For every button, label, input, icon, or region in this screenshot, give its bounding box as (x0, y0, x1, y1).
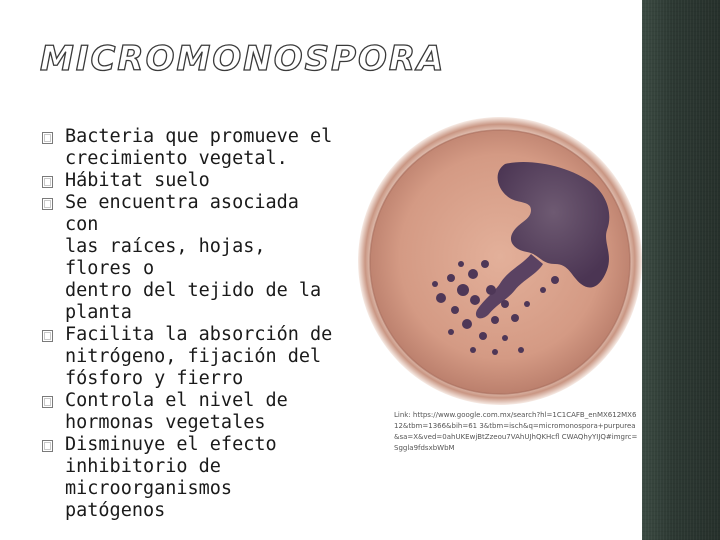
bullet-item (42, 126, 342, 170)
square-bullet-icon (42, 440, 53, 452)
bullet-line: microorganismos patógenos (65, 478, 233, 521)
bullet-line: Bacteria que promueve el (65, 126, 333, 147)
decorative-side-strip (642, 0, 720, 540)
bullet-line: Hábitat suelo (65, 170, 210, 191)
bullet-line: crecimiento vegetal. (65, 148, 288, 169)
bullet-line: dentro del tejido de la (65, 280, 322, 301)
bullet-item (42, 434, 342, 522)
square-bullet-icon (42, 176, 53, 188)
bullet-line: nitrógeno, fijación del (65, 346, 322, 367)
bullet-line: las raíces, hojas, flores o (65, 236, 266, 279)
bullet-line: Disminuye el efecto (65, 434, 277, 455)
bullet-item (42, 324, 342, 390)
square-bullet-icon (42, 330, 53, 342)
bullet-item (42, 170, 342, 192)
bullet-item (42, 390, 342, 434)
bullet-line: hormonas vegetales (65, 412, 266, 433)
square-bullet-icon (42, 198, 53, 210)
bullet-item (42, 192, 342, 324)
bullet-line: Controla el nivel de (65, 390, 288, 411)
bullet-list (42, 126, 342, 522)
slide-title (40, 36, 446, 80)
square-bullet-icon (42, 396, 53, 408)
bullet-line: Facilita la absorción de (65, 324, 333, 345)
bullet-line: Se encuentra asociada con (65, 192, 299, 235)
image-source-link[interactable]: Link: https://www.google.com.mx/search?hl=1C1CAFB_enMX612MX612&tbm=1366&bih=61 3&tbm=isch&q=micromonospora+purpurea&sa=X&ved=0ahUKEwjBtZzeou7VAhUJhQKHcfl CWAQhyYIJQ#imgrc=Sggla9fdsxbWbM (394, 411, 638, 452)
petri-dish-image (355, 114, 645, 408)
bullet-line: planta (65, 302, 132, 323)
bullet-line: fósforo y fierro (65, 368, 244, 389)
bullet-line: inhibitorio de (65, 456, 221, 477)
slide-title-text: MICROMONOSPORA (40, 39, 446, 79)
square-bullet-icon (42, 132, 53, 144)
